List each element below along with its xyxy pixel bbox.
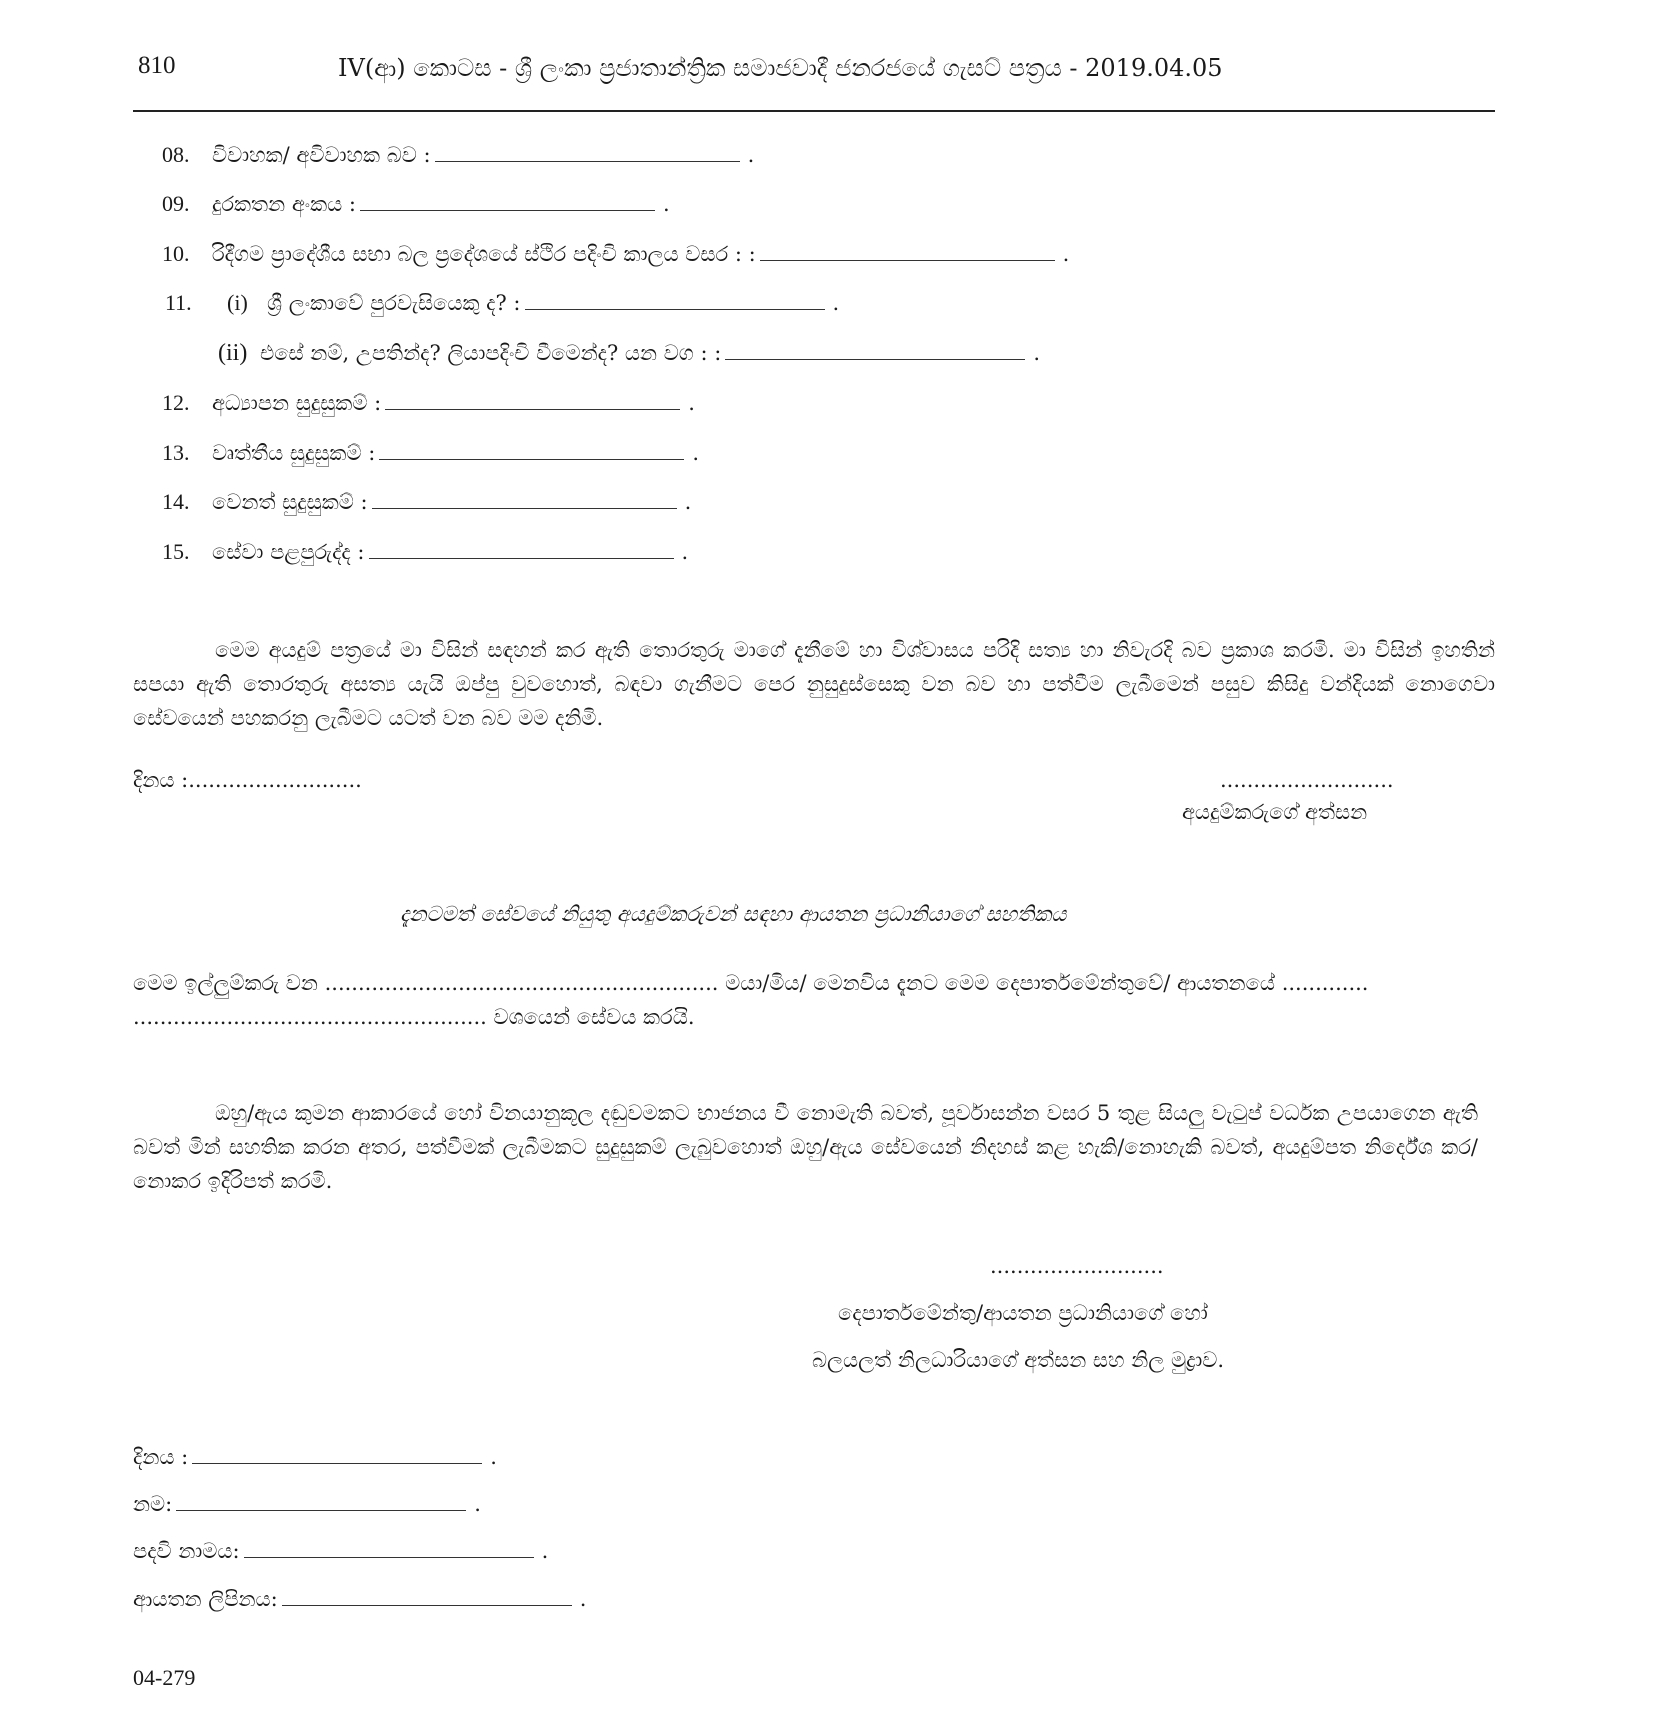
fill-line[interactable]: [192, 1463, 482, 1464]
item-number: 08.: [162, 142, 190, 167]
institution-dots[interactable]: .............: [1281, 971, 1369, 995]
fill-line[interactable]: [372, 508, 677, 509]
item-number: 13.: [162, 440, 190, 465]
field-service-experience: 15. සේවා පළපුරුද්ද : .: [162, 539, 689, 564]
field-label: ශ්‍රී ලංකාවේ පුරවැසියෙකු ද? :: [267, 290, 521, 315]
item-number: 15.: [162, 539, 190, 564]
field-other-qualifications: 14. වෙනත් සුදුසුකම් : .: [162, 489, 692, 514]
item-number: 09.: [162, 191, 190, 216]
fill-line[interactable]: [385, 409, 680, 410]
certificate-text: ඔහු/ඇය කුමන ආකාරයේ හෝ විනයානුකූල දඬුවමකට භාජනය වී නොමැති බවත්, පූර්වාසන්න වසර 5 තුළ සියලු වැටුප් වර්ධක උපයාගෙන ඇති බවත් මින් සහතික කරන අතර, පත්වීමක් ලැබීමකට සුදුසුකම් ලැබුවහොත් ඔහු/ඇය සේවයෙන් නිදහස් කළ හැකි/නොහැකි බවත්, අයදුම්පත නිර්දේශ කර/නොකර ඉදිරිපත් කරමි.: [133, 1101, 1478, 1193]
head-signature-line-1: දෙපාර්තමේන්තු/ආයතන ප්‍රධානියාගේ හෝ: [838, 1301, 1208, 1325]
field-label: පදවි නාමය:: [133, 1538, 240, 1563]
fill-line[interactable]: [435, 161, 740, 162]
footer-field-date: දිනය : .: [133, 1444, 497, 1469]
fill-line[interactable]: [369, 558, 674, 559]
field-label: රිදීගම ප්‍රාදේශීය සභා බල ප්‍රදේශයේ ස්ථිර පදිංචි කාලය වසර : :: [212, 241, 756, 266]
sub-number: (ii): [218, 339, 248, 366]
page-number: 810: [138, 52, 176, 79]
fill-line[interactable]: [360, 210, 655, 211]
gazette-title: IV(ආ) කොටස - ශ්‍රී ලංකා ප්‍රජාතාන්ත්‍රික සමාජවාදී ජනරජයේ ගැසට් පත්‍රය - 2019.04.05: [338, 54, 1223, 82]
item-number: 12.: [162, 390, 190, 415]
certificate-paragraph: [133, 1096, 1478, 1198]
date-label: දිනය :: [133, 768, 189, 792]
applicant-signature-dots[interactable]: ..........................: [1220, 768, 1394, 792]
certificate-line-1: මෙම ඉල්ලුම්කරු වන ........................................................... මයා/මිය/ මෙනවිය දැනට මෙම දෙපාර්තමේන්තුවේ/ ආයතනයේ .............: [133, 971, 1369, 995]
head-signature-dots[interactable]: ..........................: [990, 1254, 1164, 1278]
applicant-date: [133, 768, 362, 793]
fill-line[interactable]: [760, 260, 1055, 261]
item-number: 11.: [165, 290, 192, 315]
field-label: නම:: [133, 1491, 173, 1516]
field-citizenship-type: (ii) එසේ නම්, උපතින්ද? ලියාපදිංචි වීමෙන්ද? යන වග : : .: [218, 339, 1041, 366]
fill-line[interactable]: [525, 309, 825, 310]
item-number: 14.: [162, 489, 190, 514]
head-signature-line-2: බලයලත් නිලධාරියාගේ අත්සන සහ නිල මුද්‍රාව.: [812, 1348, 1225, 1372]
footer-field-address: ආයතන ලිපිනය: .: [133, 1586, 587, 1611]
document-code: 04-279: [133, 1665, 196, 1690]
field-label: විවාහක/ අවිවාහක බව :: [212, 142, 431, 167]
fill-line[interactable]: [379, 459, 684, 460]
footer-field-designation: පදවි නාමය: .: [133, 1538, 549, 1563]
applicant-name-dots[interactable]: ...........................................................: [324, 971, 719, 995]
designation-dots[interactable]: .....................................................: [133, 1005, 487, 1029]
item-number: 10.: [162, 241, 190, 266]
field-citizenship: 11. (i) ශ්‍රී ලංකාවේ පුරවැසියෙකු ද? : .: [165, 290, 840, 315]
field-label: දුරකතන අංකය :: [212, 191, 357, 216]
field-label: වෘත්තීය සුදුසුකම් :: [212, 440, 376, 465]
date-dots[interactable]: ..........................: [188, 768, 362, 792]
field-telephone: 09. දුරකතන අංකය : .: [162, 191, 670, 216]
field-label: වෙනත් සුදුසුකම් :: [212, 489, 368, 514]
declaration-text: මෙම අයදුම් පත්‍රයේ මා විසින් සඳහන් කර ඇති තොරතුරු මාගේ දැනීමේ හා විශ්වාසය පරිදි සත්‍ය හා නිවැරදි බව ප්‍රකාශ කරමි. මා විසින් ඉහතින් සපයා ඇති තොරතුරු අසත්‍ය යැයි ඔප්පු වුවහොත්, බඳවා ගැනීමට පෙර නුසුදුස්සෙකු වන බව හා පත්වීම ලැබීමෙන් පසුව කිසිදු වන්දියක් නොගෙවා සේවයෙන් පහකරනු ලැබීමට යටත් වන බව මම දනිමි.: [133, 638, 1495, 730]
footer-field-name: නම: .: [133, 1491, 481, 1516]
field-label: සේවා පළපුරුද්ද :: [212, 539, 365, 564]
field-label: එසේ නම්, උපතින්ද? ලියාපදිංචි වීමෙන්ද? යන වග : :: [260, 340, 722, 365]
field-professional: 13. වෘත්තීය සුදුසුකම් : .: [162, 440, 699, 465]
field-marital-status: 08. විවාහක/ අවිවාහක බව : .: [162, 142, 755, 167]
field-label: අධ්‍යාපන සුදුසුකම් :: [212, 390, 382, 415]
declaration-paragraph: [133, 633, 1495, 735]
certificate-employment: [133, 966, 1495, 1034]
field-label: දිනය :: [133, 1444, 189, 1469]
certificate-line-2: ..................................................... වශයෙන් සේවය කරයි.: [133, 1005, 695, 1029]
sub-number: (i): [227, 290, 248, 315]
fill-line[interactable]: [282, 1605, 572, 1606]
field-education: 12. අධ්‍යාපන සුදුසුකම් : .: [162, 390, 695, 415]
field-residence-period: 10. රිදීගම ප්‍රාදේශීය සභා බල ප්‍රදේශයේ ස්ථිර පදිංචි කාලය වසර : : .: [162, 241, 1070, 266]
fill-line[interactable]: [725, 359, 1025, 360]
header-rule: [133, 110, 1495, 112]
certificate-title: දැනටමත් සේවයේ නියුතු අයදුම්කරුවන් සඳහා ආයතන ප්‍රධානියාගේ සහතිකය: [400, 902, 1067, 926]
applicant-signature-label: අයදුම්කරුගේ අත්සන: [1182, 800, 1368, 824]
field-label: ආයතන ලිපිනය:: [133, 1586, 278, 1611]
fill-line[interactable]: [176, 1510, 466, 1511]
fill-line[interactable]: [244, 1557, 534, 1558]
